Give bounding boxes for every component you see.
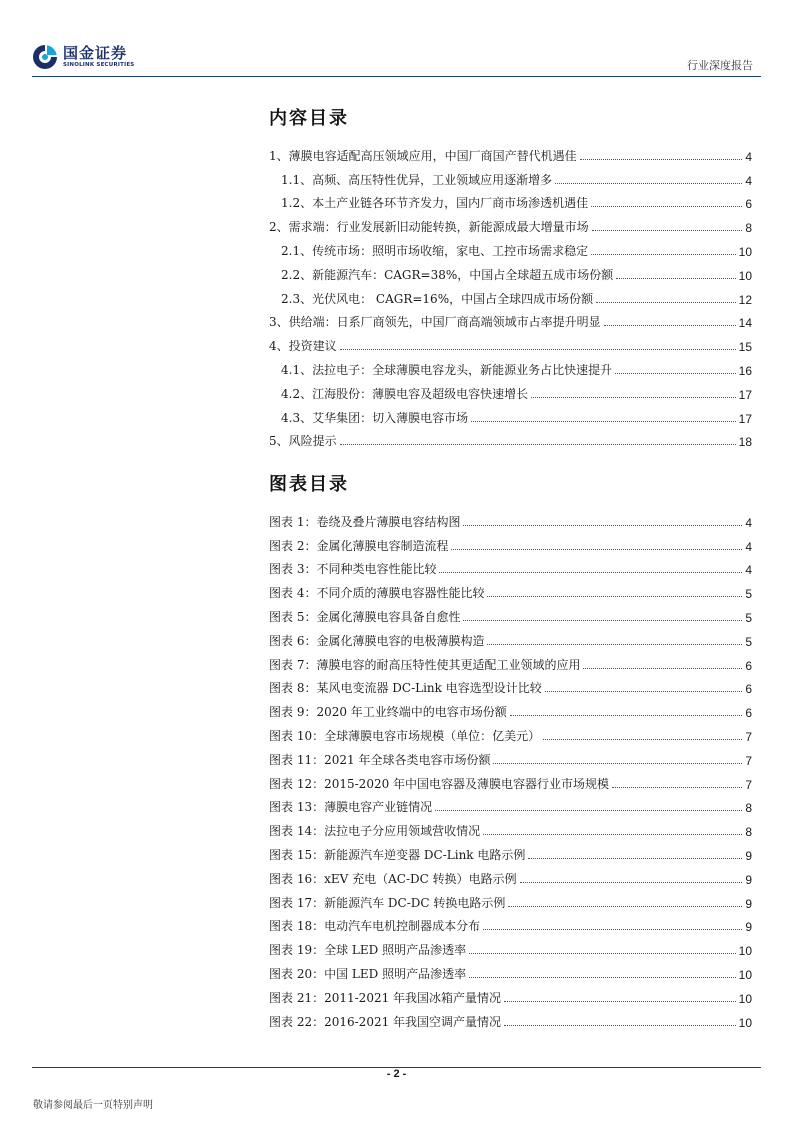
figure-entry-label: 图表 20：中国 LED 照明产品渗透率 [269,966,467,981]
figure-entry-page: 10 [738,967,752,982]
toc-entry-page: 10 [738,268,752,283]
dot-leader [471,421,736,422]
dot-leader [483,929,742,930]
toc-entry[interactable] [269,402,752,426]
figure-entry[interactable] [269,958,752,982]
dot-leader [615,373,736,374]
toc-entry-label: 3、供给端：日系厂商领先，中国厂商高端领域市占率提升明显 [269,315,601,330]
dot-leader [439,572,742,573]
figure-entry-label: 图表 18：电动汽车电机控制器成本分布 [269,919,481,934]
company-logo [32,44,134,70]
figure-entry-page: 9 [745,920,752,935]
dot-leader [340,349,736,350]
figure-entry[interactable] [269,649,752,673]
dot-leader [545,691,743,692]
toc-entry-label: 2.2、新能源汽车：CAGR=38%，中国占全球超五成市场份额 [281,267,614,282]
toc-entry-label: 1.2、本土产业链各环节齐发力，国内厂商市场渗透机遇佳 [281,196,589,211]
figure-entry-page: 5 [745,610,752,625]
dot-leader [596,302,736,303]
figure-entry[interactable] [269,1006,752,1030]
toc-entry-page: 12 [738,292,752,307]
figure-entry[interactable] [269,601,752,625]
figure-entry[interactable] [269,768,752,792]
figure-entry[interactable] [269,577,752,601]
figure-entry-label: 图表 7：薄膜电容的耐高压特性使其更适配工业领域的应用 [269,657,581,672]
figure-list [269,470,752,1030]
dot-leader [592,230,743,231]
figure-entry-label: 图表 10：全球薄膜电容市场规模（单位：亿美元） [269,728,541,743]
figure-entry-label: 图表 21：2011-2021 年我国冰箱产量情况 [269,990,502,1005]
dot-leader [591,254,736,255]
toc-entry-page: 14 [738,316,752,331]
toc-entry[interactable] [269,140,752,164]
dot-leader [543,739,742,740]
dot-leader [520,882,743,883]
figure-entry-page: 9 [745,848,752,863]
figure-entry-label: 图表 12：2015-2020 年中国电容器及薄膜电容器行业市场规模 [269,776,610,791]
figure-list-title: 图表目录 [269,474,349,495]
toc-entry-page: 4 [745,173,752,188]
dot-leader [463,525,742,526]
dot-leader [555,183,742,184]
dot-leader [451,549,742,550]
figure-entry[interactable] [269,720,752,744]
toc-entry[interactable] [269,188,752,212]
figure-entry-page: 10 [738,1015,752,1030]
dot-leader [487,644,742,645]
toc-entry[interactable] [269,164,752,188]
figure-entry-page: 8 [745,801,752,816]
figure-entry[interactable] [269,934,752,958]
toc-entry-label: 4、投资建议 [269,339,337,354]
toc-entry-label: 1.1、高频、高压特性优异，工业领域应用逐渐增多 [281,172,553,187]
dot-leader [340,444,736,445]
figure-entry-label: 图表 4：不同介质的薄膜电容器性能比较 [269,586,485,601]
toc-entry-page: 16 [738,363,752,378]
figure-entry-label: 图表 11：2021 年全球各类电容市场份额 [269,752,491,767]
dot-leader [616,278,735,279]
toc-entry-label: 2.1、传统市场：照明市场收缩，家电、工控市场需求稳定 [281,243,589,258]
toc-entry-label: 2、需求端：行业发展新旧动能转换，新能源成最大增量市场 [269,220,589,235]
toc-entry-label: 4.1、法拉电子：全球薄膜电容龙头，新能源业务占比快速提升 [281,362,613,377]
toc-entry-page: 4 [745,149,752,164]
dot-leader [435,810,742,811]
dot-leader [580,159,743,160]
figure-entry-label: 图表 16：xEV 充电（AC-DC 转换）电路示例 [269,871,517,886]
figure-entry-page: 10 [738,944,752,959]
toc-entry-page: 17 [738,411,752,426]
figure-entry-page: 7 [745,753,752,768]
figure-entry-label: 图表 14：法拉电子分应用领域营收情况 [269,824,481,839]
toc-entry[interactable] [269,259,752,283]
figure-list-items [269,506,752,1030]
toc-entry-label: 4.2、江海股份：薄膜电容及超级电容快速增长 [281,386,529,401]
figure-entry-label: 图表 15：新能源汽车逆变器 DC-Link 电路示例 [269,847,526,862]
figure-entry-page: 7 [745,777,752,792]
figure-entry[interactable] [269,673,752,697]
figure-entry-page: 6 [745,682,752,697]
toc-entry[interactable] [269,426,752,450]
figure-entry[interactable] [269,625,752,649]
figure-entry[interactable] [269,982,752,1006]
disclaimer-text: 敬请参阅最后一页特别声明 [33,1100,153,1111]
table-of-contents [269,104,752,449]
figure-entry[interactable] [269,696,752,720]
figure-entry-page: 4 [745,563,752,578]
figure-entry[interactable] [269,744,752,768]
dot-leader [504,1025,736,1026]
figure-entry[interactable] [269,887,752,911]
sinolink-logo-icon [32,44,58,70]
toc-list [269,140,752,449]
figure-entry-label: 图表 8：某风电变流器 DC-Link 电容选型设计比较 [269,681,542,696]
toc-entry-page: 6 [745,197,752,212]
figure-entry[interactable] [269,815,752,839]
figure-entry[interactable] [269,530,752,554]
figure-entry[interactable] [269,506,752,530]
dot-leader [583,668,742,669]
logo-chinese-name: 国金证券 [63,44,128,62]
toc-entry[interactable] [269,354,752,378]
toc-entry-label: 1、薄膜电容适配高压领域应用，中国厂商国产替代机遇佳 [269,148,577,163]
dot-leader [612,787,742,788]
figure-entry-page: 4 [745,515,752,530]
toc-entry-label: 2.3、光伏风电： CAGR=16%，中国占全球四成市场份额 [281,291,594,306]
figure-entry-label: 图表 17：新能源汽车 DC-DC 转换电路示例 [269,895,506,910]
figure-entry-page: 6 [745,706,752,721]
toc-entry-label: 5、风险提示 [269,434,337,449]
figure-entry-page: 8 [745,825,752,840]
toc-entry[interactable] [269,211,752,235]
figure-entry[interactable] [269,911,752,935]
toc-entry-label: 4.3、艾华集团：切入薄膜电容市场 [281,410,469,425]
dot-leader [493,763,742,764]
figure-entry-label: 图表 6：金属化薄膜电容的电极薄膜构造 [269,633,485,648]
dot-leader [469,953,736,954]
figure-entry-label: 图表 13：薄膜电容产业链情况 [269,800,433,815]
dot-leader [463,620,742,621]
figure-entry-label: 图表 22：2016-2021 年我国空调产量情况 [269,1014,502,1029]
figure-entry-label: 图表 1：卷绕及叠片薄膜电容结构图 [269,514,461,529]
figure-entry-page: 10 [738,991,752,1006]
figure-entry[interactable] [269,839,752,863]
dot-leader [531,397,736,398]
toc-entry-page: 10 [738,244,752,259]
figure-entry-page: 5 [745,587,752,602]
figure-entry-label: 图表 2：金属化薄膜电容制造流程 [269,538,449,553]
figure-entry[interactable] [269,554,752,578]
figure-entry-page: 7 [745,729,752,744]
toc-entry[interactable] [269,330,752,354]
toc-entry-page: 15 [738,340,752,355]
figure-entry-page: 9 [745,872,752,887]
dot-leader [510,715,743,716]
page-number: - 2 - [386,1068,407,1080]
toc-entry[interactable] [269,307,752,331]
logo-english-name: SINOLINK SECURITIES [63,62,135,68]
toc-entry-page: 17 [738,387,752,402]
dot-leader [487,596,742,597]
header-divider [32,76,761,77]
dot-leader [483,834,742,835]
dot-leader [508,906,742,907]
toc-title: 内容目录 [269,108,349,129]
page-header [0,0,793,80]
figure-entry-page: 6 [745,658,752,673]
dot-leader [591,206,742,207]
figure-entry-page: 9 [745,896,752,911]
figure-entry-page: 5 [745,634,752,649]
dot-leader [604,325,736,326]
figure-entry[interactable] [269,863,752,887]
figure-entry-page: 4 [745,539,752,554]
figure-entry-label: 图表 19：全球 LED 照明产品渗透率 [269,943,467,958]
figure-entry-label: 图表 3：不同种类电容性能比较 [269,562,437,577]
toc-entry[interactable] [269,283,752,307]
report-type-label: 行业深度报告 [687,59,753,72]
dot-leader [469,977,736,978]
toc-entry-page: 8 [745,221,752,236]
figure-entry-label: 图表 5：金属化薄膜电容具备自愈性 [269,609,461,624]
toc-entry[interactable] [269,235,752,259]
toc-entry[interactable] [269,378,752,402]
toc-entry-page: 18 [738,435,752,450]
dot-leader [528,858,742,859]
figure-entry-label: 图表 9：2020 年工业终端中的电容市场份额 [269,705,507,720]
figure-entry[interactable] [269,792,752,816]
dot-leader [504,1001,736,1002]
